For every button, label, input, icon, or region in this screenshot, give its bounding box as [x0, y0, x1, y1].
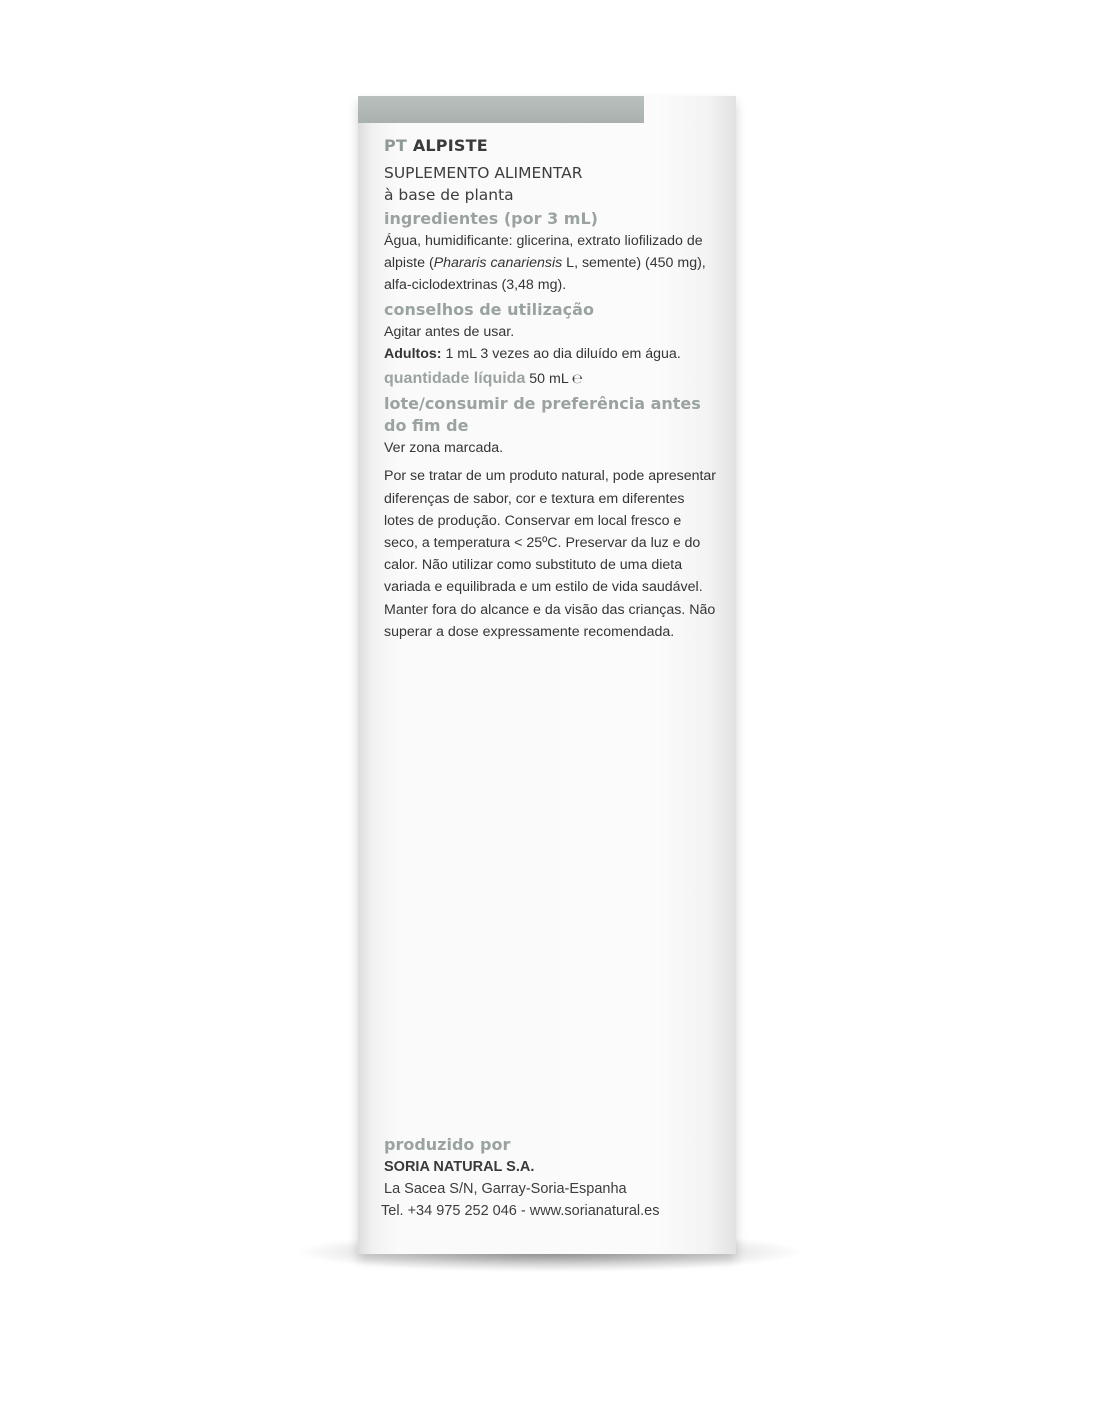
- usage-adults-dose: 1 mL 3 vezes ao dia diluído em água.: [441, 345, 681, 362]
- producer-heading: produzido por: [384, 1135, 511, 1154]
- notice-text: Por se tratar de um produto natural, pode apresentar diferenças de sabor, cor e textura em diferentes lotes de produção. Conservar em local fresco e seco, a temperatura < 25ºC. Preservar da luz e do calor. Não utilizar como substituto de uma dieta variada e equilibrada e um estilo de vida saudável. Manter fora do alcance e da visão das crianças. Não superar a dose expressamente recomendada.: [384, 468, 717, 640]
- product-name: ALPISTE: [412, 136, 488, 155]
- usage-adults: [384, 343, 718, 365]
- label-content: [384, 136, 718, 643]
- product-type: SUPLEMENTO ALIMENTAR: [384, 164, 583, 182]
- top-color-band: [358, 96, 644, 123]
- producer-name: SORIA NATURAL S.A.: [384, 1159, 535, 1175]
- usage-text: [384, 321, 718, 365]
- ingredients-text: [384, 230, 718, 297]
- quantity-value: 50 mL: [525, 371, 569, 388]
- product-base: à base de planta: [384, 186, 514, 204]
- producer-contact: Tel. +34 975 252 046 - www.sorianatural.es: [381, 1203, 660, 1219]
- ingredients-part-2: L, semente) (450 mg), alfa-ciclodextrinas (3,48 mg).: [384, 255, 706, 294]
- language-code: PT: [384, 136, 408, 155]
- net-quantity: [384, 368, 718, 391]
- package-side-panel: [358, 96, 736, 1254]
- quantity-heading: quantidade líquida: [384, 370, 526, 388]
- ingredients-species: Phararis canariensis: [433, 255, 563, 272]
- ingredients-part-1: Água, humidificante: glicerina, extrato liofilizado de alpiste (: [384, 233, 703, 272]
- usage-adults-label: Adultos:: [384, 345, 442, 362]
- usage-shake: Agitar antes de usar.: [384, 323, 515, 340]
- producer-block: [381, 1134, 724, 1222]
- producer-address: La Sacea S/N, Garray-Soria-Espanha: [384, 1181, 627, 1197]
- usage-heading: conselhos de utilização: [384, 299, 594, 319]
- lot-heading: lote/consumir de preferência antes do fim de: [384, 394, 701, 436]
- product-title: [384, 136, 718, 155]
- lot-text: Ver zona marcada.: [384, 440, 504, 457]
- estimated-sign-icon: ℮: [571, 372, 583, 388]
- ingredients-heading: ingredientes (por 3 mL): [384, 209, 598, 228]
